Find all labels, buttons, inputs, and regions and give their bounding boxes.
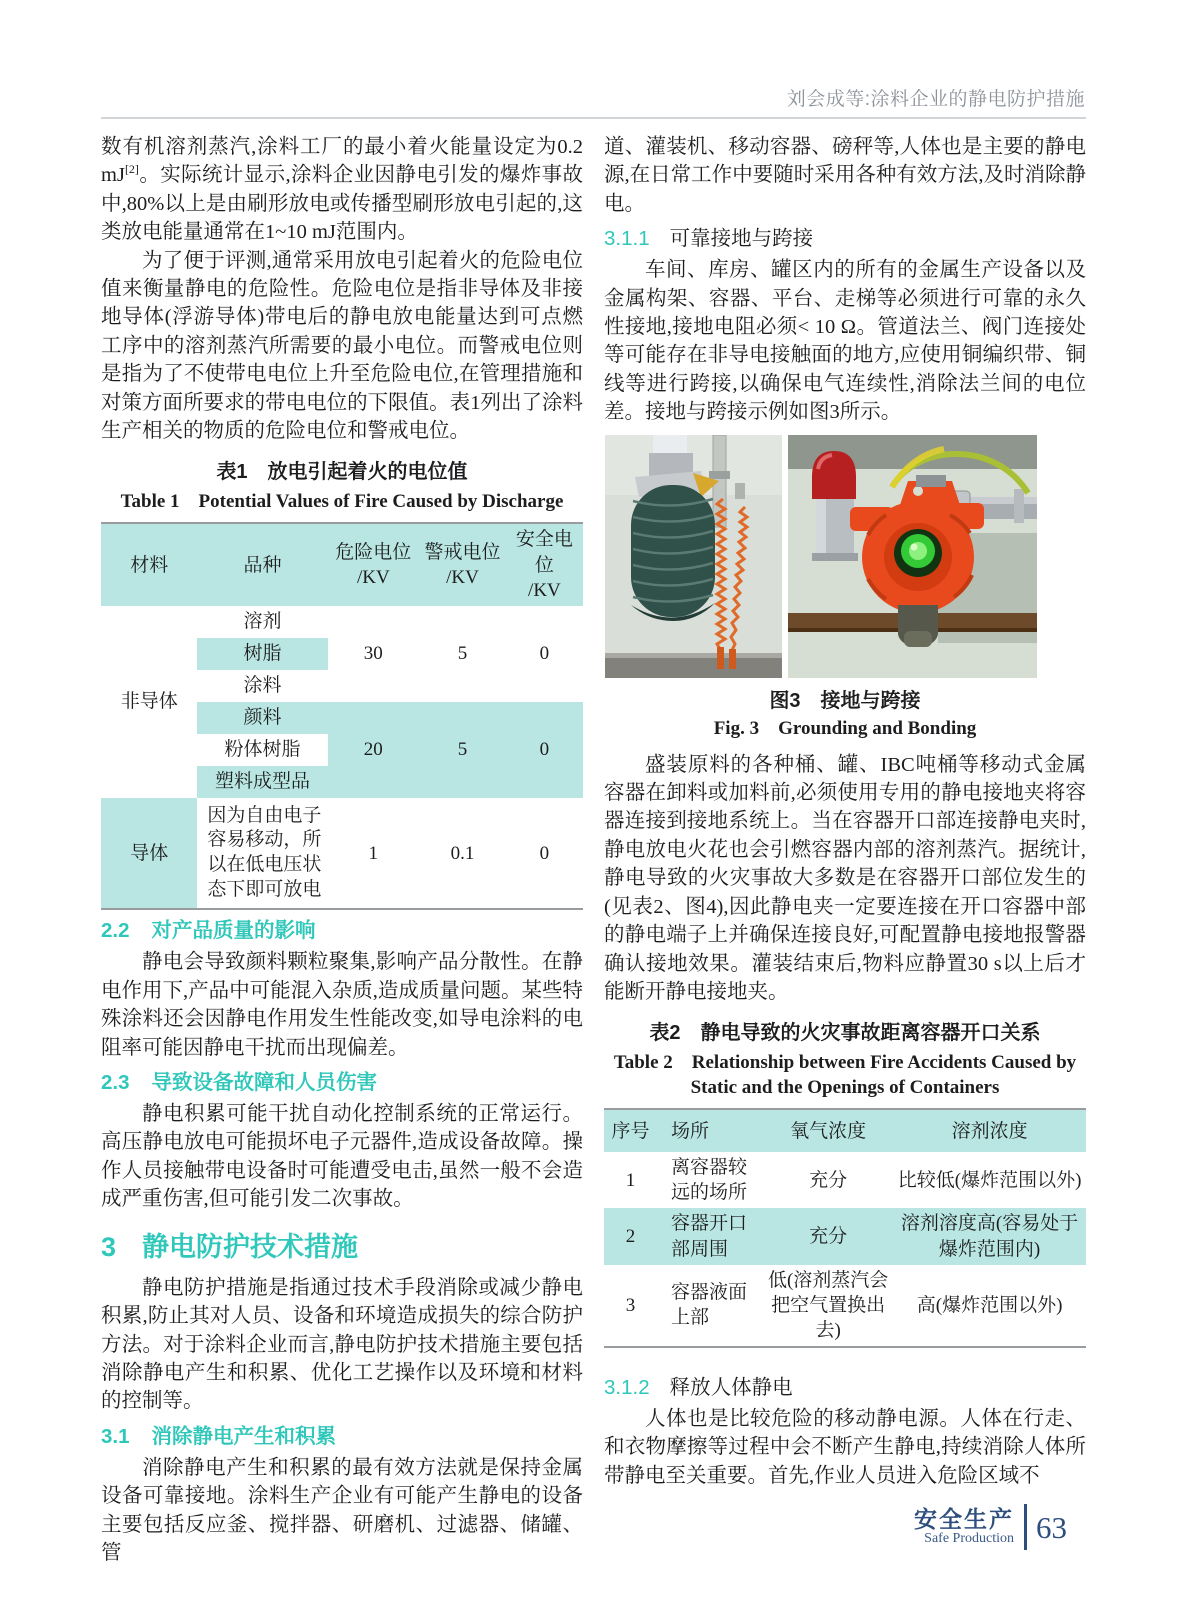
table1-cell-value: 0 bbox=[506, 702, 583, 798]
section-3-1-heading bbox=[101, 1423, 583, 1451]
table1-cell-value: 1 bbox=[368, 842, 379, 864]
right-column bbox=[604, 133, 1086, 1567]
figure3-photos bbox=[605, 435, 1086, 678]
table1-cell-value: 0 bbox=[539, 643, 550, 665]
table2-header-no: 序号 bbox=[604, 1109, 657, 1152]
table2-header-row bbox=[604, 1109, 1086, 1152]
table1-cell-value: 0.1 bbox=[450, 842, 475, 864]
section-title: 静电防护技术措施 bbox=[142, 1231, 359, 1262]
journal-name-en: Safe Production bbox=[924, 1531, 1014, 1546]
table1-cell-variety: 颜料 bbox=[197, 702, 327, 734]
table1-title-en: Table 1 Potential Values of Fire Caused by Discharge bbox=[120, 491, 564, 513]
table1-cell-value: 5 bbox=[419, 702, 506, 798]
table1-cell-conductor-desc: 因为自由电子容易移动，所以在低电压状态下即可放电 bbox=[207, 804, 322, 900]
header-unit: /KV bbox=[528, 579, 561, 601]
table1-header-row bbox=[101, 523, 583, 605]
table-row bbox=[604, 1265, 1086, 1347]
header-rule bbox=[101, 117, 1086, 119]
journal-mark bbox=[914, 1507, 1014, 1547]
table-row bbox=[604, 1208, 1086, 1264]
table2-cell: 容器液面上部 bbox=[671, 1282, 748, 1329]
section-2-3-heading bbox=[101, 1069, 583, 1097]
paragraph: 盛装原料的各种桶、罐、IBC吨桶等移动式金属容器在卸料或加料前,必须使用专用的静电接地夹将容器连接到接地系统上。当在容器开口部连接静电夹时,静电放电火花也会引燃容器内部的溶剂蒸汽。据统计,静电导致的火灾事故大多数是在容器开口部位发生的(见表2、图4),因此静电夹一定要连接在开口容器中部的静电端子上并确保连接良好,可配置静电接地报警器确认接地效果。灌装结束后,物料应静置30 s以上后才能断开静电接地夹。 bbox=[604, 753, 1086, 1003]
table2-cell: 高(爆炸范围以外) bbox=[916, 1294, 1063, 1316]
paragraph: 车间、库房、罐区内的所有的金属生产设备以及金属构架、容器、平台、走梯等必须进行可靠的永久性接地,接地电阻必须< 10 Ω。管道法兰、阀门连接处等可能存在非导电接触面的地方,应使用铜编织带、铜线等进行跨接,以确保电气连续性,消除法兰间的电位差。接地与跨接示例如图3所示。 bbox=[604, 259, 1086, 424]
table2-cell: 1 bbox=[625, 1169, 636, 1191]
footer-divider bbox=[1024, 1504, 1027, 1550]
header-text: 安全电位 bbox=[515, 529, 573, 576]
running-head: 刘会成等:涂料企业的静电防护措施 bbox=[786, 89, 1085, 110]
table2-cell: 低(溶剂蒸汽会把空气置换出去) bbox=[767, 1269, 889, 1341]
paragraph: 为了便于评测,通常采用放电引起着火的危险电位值来衡量静电的危险性。危险电位是指非导体及非接地导体(浮游导体)带电后的静电放电能量达到可点燃工序中的溶剂蒸汽所需要的最小电位。而警戒电位则是指为了不使带电电位上升至危险电位,在管理措施和对策方面所要求的带电电位的下限值。表1列出了涂料生产相关的物质的危险电位和警戒电位。 bbox=[101, 249, 583, 443]
photo-duct-grounding-cables bbox=[605, 435, 782, 678]
table2-cell: 容器开口部周围 bbox=[657, 1208, 763, 1264]
paragraph: 道、灌装机、移动容器、磅秤等,人体也是主要的静电源,在日常工作中要随时采用各种有效方法,及时消除静电。 bbox=[604, 136, 1086, 215]
table2-title-zh: 表2 静电导致的火灾事故距离容器开口关系 bbox=[649, 1022, 1041, 1045]
two-column-body bbox=[101, 133, 1086, 1567]
photo-gas-detector-bonding bbox=[788, 435, 1037, 678]
paragraph: 静电积累可能干扰自动化控制系统的正常运行。高压静电放电可能损坏电子元器件,造成设备故障。操作人员接触带电设备时可能遭受电击,虽然一般不会造成严重伤害,但可能引发二次事故。 bbox=[101, 1103, 583, 1211]
section-number: 3.1.1 bbox=[604, 227, 650, 251]
left-column bbox=[101, 133, 583, 1567]
section-title: 释放人体静电 bbox=[669, 1376, 793, 1399]
header-unit: /KV bbox=[356, 567, 390, 589]
table1 bbox=[101, 522, 583, 910]
section-title: 导致设备故障和人员伤害 bbox=[151, 1071, 377, 1095]
section-title: 对产品质量的影响 bbox=[151, 919, 316, 943]
section-number: 2.2 bbox=[101, 919, 130, 943]
table2-header-place: 场所 bbox=[657, 1109, 763, 1152]
table1-cell-variety: 粉体树脂 bbox=[224, 739, 301, 761]
table1-header-material: 材料 bbox=[101, 523, 197, 605]
page-footer bbox=[914, 1504, 1067, 1550]
figure3-caption-zh: 图3 接地与跨接 bbox=[769, 689, 921, 712]
table1-cell-variety: 涂料 bbox=[243, 675, 282, 697]
title-line: Table 2 Relationship between Fire Accidents Caused by bbox=[613, 1052, 1077, 1074]
figure3 bbox=[604, 435, 1086, 741]
table1-cell-nonconductor: 非导体 bbox=[120, 691, 178, 713]
table2-cell: 充分 bbox=[809, 1169, 848, 1191]
header-text: 警戒电位 bbox=[424, 542, 501, 563]
journal-name-zh: 安全生产 bbox=[914, 1506, 1014, 1532]
table-row bbox=[101, 606, 583, 638]
section-2-2-heading bbox=[101, 917, 583, 945]
section-number: 3 bbox=[101, 1231, 117, 1262]
header-unit: /KV bbox=[446, 567, 479, 589]
table2-cell: 充分 bbox=[763, 1208, 893, 1264]
table2-cell: 2 bbox=[604, 1208, 657, 1264]
paragraph-text: 。实际统计显示,涂料企业因静电引发的爆炸事故中,80%以上是由刷形放电或传播型刷形放电引起的,这类放电能量通常在1~10 mJ范围内。 bbox=[101, 164, 583, 244]
table2 bbox=[604, 1108, 1086, 1348]
table1-cell-conductor: 导体 bbox=[101, 798, 197, 910]
paragraph-text: 数有机溶剂蒸汽,涂料工厂的最小着火能量设定为0.2 mJ bbox=[101, 136, 583, 187]
section-number: 3.1 bbox=[101, 1424, 130, 1448]
table2-cell: 比较低(爆炸范围以外) bbox=[897, 1169, 1082, 1191]
table2-header-oxygen: 氧气浓度 bbox=[763, 1109, 893, 1152]
section-title: 消除静电产生和积累 bbox=[151, 1424, 336, 1448]
table1-cell-variety: 塑料成型品 bbox=[197, 766, 327, 798]
table2-header-solvent: 溶剂浓度 bbox=[893, 1109, 1086, 1152]
page-number: 63 bbox=[1036, 1509, 1067, 1545]
section-3-1-1-heading bbox=[604, 225, 1086, 253]
section-title: 可靠接地与跨接 bbox=[669, 228, 814, 251]
table1-cell-variety: 溶剂 bbox=[243, 611, 282, 633]
table-row bbox=[604, 1152, 1086, 1208]
table1-cell-value: 0 bbox=[539, 842, 550, 864]
paragraph bbox=[101, 133, 583, 247]
table2-cell: 溶剂溶度高(容易处于爆炸范围内) bbox=[893, 1208, 1086, 1264]
figure3-caption-en: Fig. 3 Grounding and Bonding bbox=[713, 717, 977, 739]
table1-cell-value: 5 bbox=[457, 643, 468, 665]
table2-cell: 离容器较远的场所 bbox=[671, 1157, 748, 1204]
section-number: 3.1.2 bbox=[604, 1375, 650, 1399]
table-row bbox=[101, 798, 583, 910]
paragraph: 人体也是比较危险的移动静电源。人体在行走、和衣物摩擦等过程中会不断产生静电,持续消除人体所带静电至关重要。首先,作业人员进入危险区域不 bbox=[604, 1407, 1086, 1487]
header-text: 危险电位 bbox=[335, 542, 412, 563]
table1-cell-value: 30 bbox=[363, 643, 383, 665]
table1-header-variety: 品种 bbox=[197, 523, 327, 605]
table1-header-safe bbox=[506, 523, 583, 605]
table1-header-danger bbox=[328, 523, 420, 605]
table1-title-zh: 表1 放电引起着火的电位值 bbox=[216, 461, 468, 484]
paragraph: 静电会导致颜料颗粒聚集,影响产品分散性。在静电作用下,产品中可能混入杂质,造成质量问题。某些特殊涂料还会因静电作用发生性能改变,如导电涂料的电阻率可能因静电干扰而出现偏差。 bbox=[101, 951, 583, 1059]
table2-title-en bbox=[604, 1050, 1086, 1100]
table1-cell-variety: 树脂 bbox=[197, 638, 327, 670]
title-line: Static and the Openings of Containers bbox=[690, 1077, 1000, 1099]
table1-header-warning bbox=[419, 523, 506, 605]
citation-ref: [2] bbox=[124, 162, 139, 177]
section-3-1-2-heading bbox=[604, 1374, 1086, 1402]
table1-cell-value: 20 bbox=[328, 702, 420, 798]
section-number: 2.3 bbox=[101, 1071, 130, 1095]
section-3-heading bbox=[101, 1230, 583, 1264]
paragraph: 静电防护措施是指通过技术手段消除或减少静电积累,防止其对人员、设备和环境造成损失的综合防护方法。对于涂料企业而言,静电防护技术措施主要包括消除静电产生和积累、优化工艺操作以及环境和材料的控制等。 bbox=[101, 1276, 583, 1413]
paragraph: 消除静电产生和积累的最有效方法就是保持金属设备可靠接地。涂料生产企业有可能产生静电的设备主要包括反应釜、搅拌器、研磨机、过滤器、储罐、管 bbox=[101, 1456, 583, 1564]
table2-cell: 3 bbox=[625, 1294, 636, 1316]
